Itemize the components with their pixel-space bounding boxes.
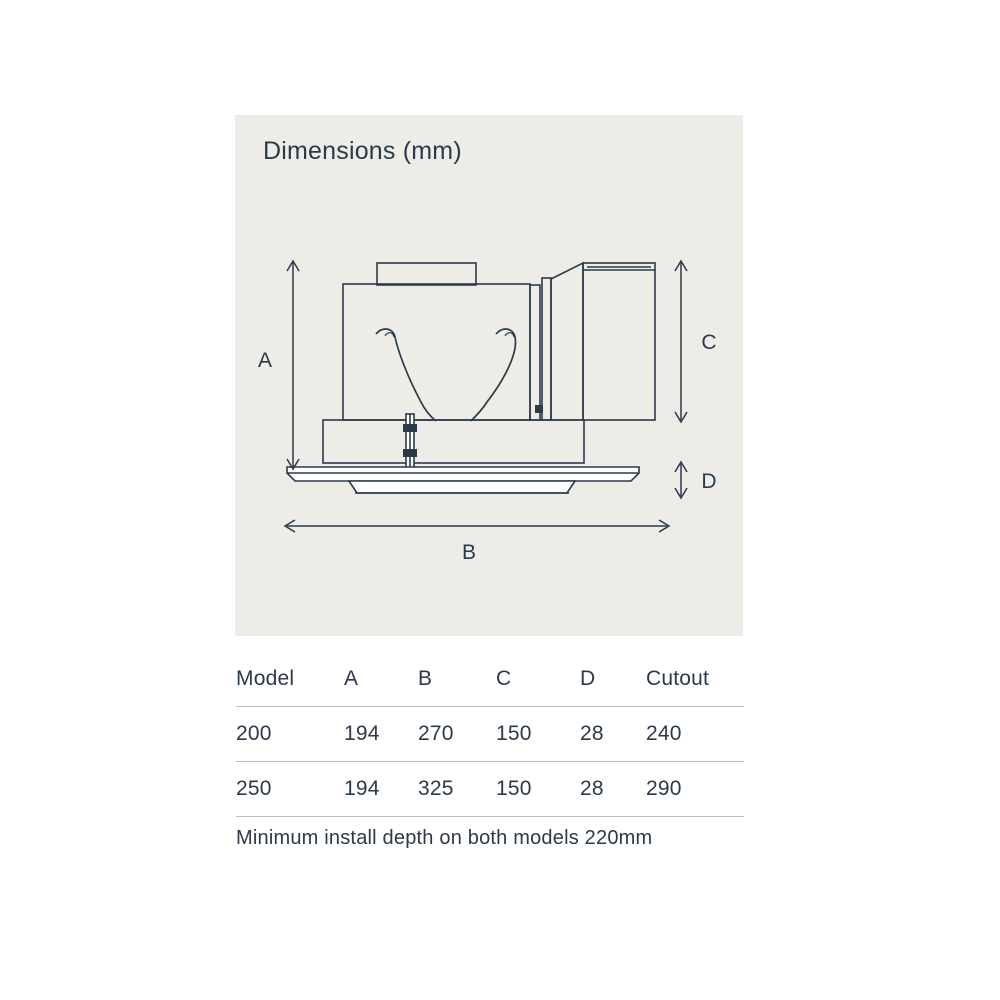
cell-a: 194 xyxy=(344,722,380,745)
cell-b: 270 xyxy=(418,722,454,745)
dimension-a xyxy=(287,261,299,469)
dimension-label-a: A xyxy=(257,349,273,372)
cell-b: 325 xyxy=(418,777,454,800)
dimension-label-c: C xyxy=(701,331,717,354)
cell-d: 28 xyxy=(580,722,604,745)
column-header-b: B xyxy=(418,667,433,690)
cell-cutout: 240 xyxy=(646,722,682,745)
dimension-b xyxy=(285,520,669,532)
exhaust-fan-cross-section-icon xyxy=(287,263,655,493)
column-header-c: C xyxy=(496,667,512,690)
dimension-label-d: D xyxy=(701,470,717,493)
cell-c: 150 xyxy=(496,722,532,745)
cell-a: 194 xyxy=(344,777,380,800)
dimension-label-b: B xyxy=(461,541,477,564)
column-header-model: Model xyxy=(236,667,295,690)
dimensions-table xyxy=(236,652,744,817)
diagram-panel xyxy=(235,115,743,636)
cell-model: 200 xyxy=(236,722,272,745)
cell-d: 28 xyxy=(580,777,604,800)
table-row xyxy=(236,762,744,817)
dimension-c xyxy=(675,261,687,422)
column-header-d: D xyxy=(580,667,596,690)
product-dimension-drawing xyxy=(235,115,743,636)
column-header-cutout: Cutout xyxy=(646,667,710,690)
install-depth-note: Minimum install depth on both models 220mm xyxy=(236,827,653,849)
cell-model: 250 xyxy=(236,777,272,800)
page-title: Dimensions (mm) xyxy=(263,137,462,165)
column-header-a: A xyxy=(344,667,359,690)
cell-cutout: 290 xyxy=(646,777,682,800)
cell-c: 150 xyxy=(496,777,532,800)
table-row xyxy=(236,707,744,762)
dimension-d xyxy=(675,462,687,498)
table-header-row xyxy=(236,652,744,707)
